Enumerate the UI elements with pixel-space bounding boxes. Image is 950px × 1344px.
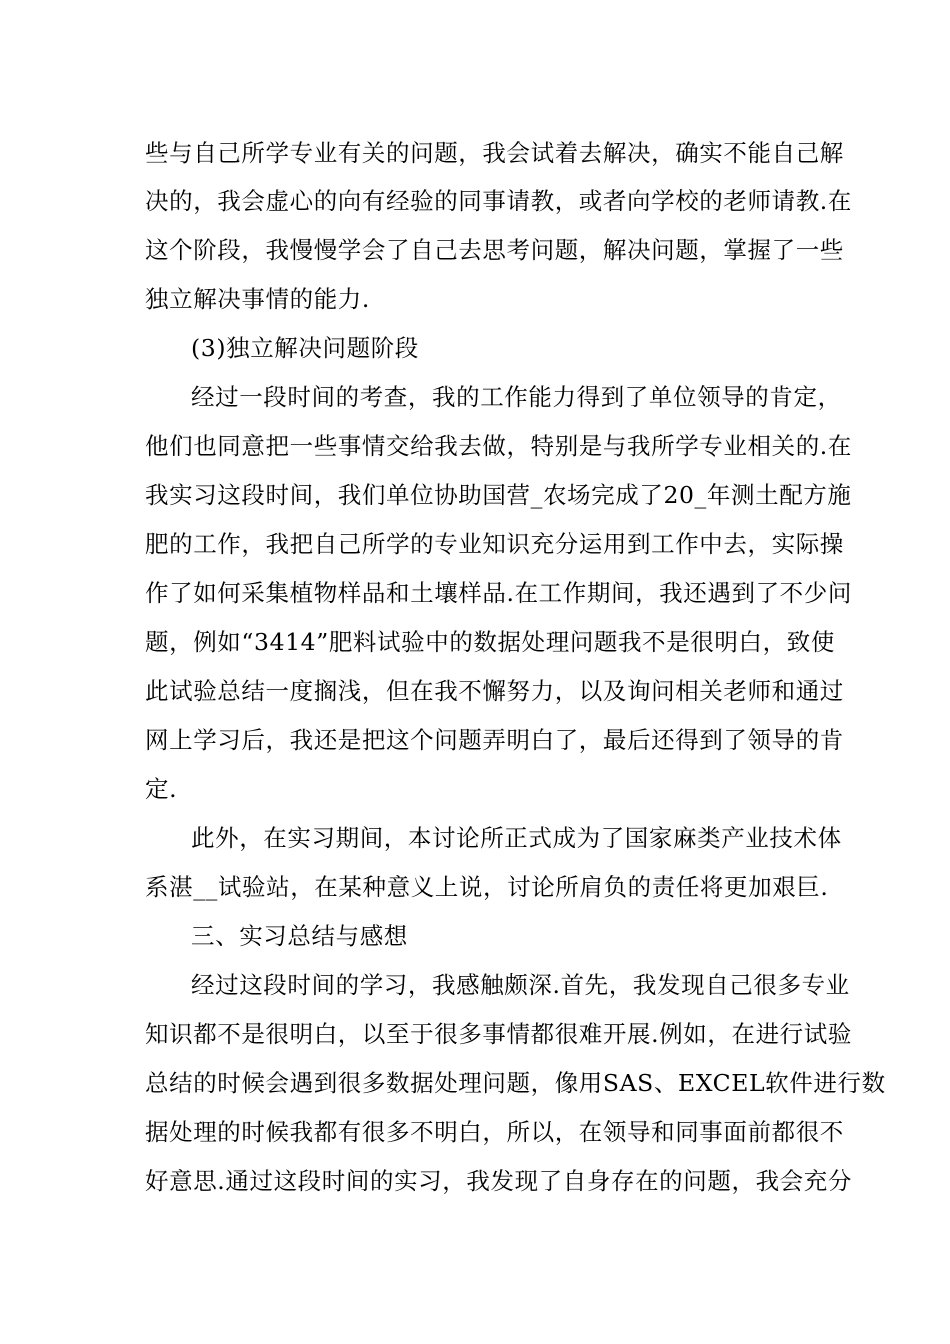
text-line: 他们也同意把一些事情交给我去做，特别是与我所学专业相关的.在 xyxy=(145,432,852,460)
text-line: 总结的时候会遇到很多数据处理问题，像用SAS、EXCEL软件进行数 xyxy=(145,1069,886,1097)
text-line: 这个阶段，我慢慢学会了自己去思考问题，解决问题，掌握了一些 xyxy=(145,236,844,264)
text-line: 作了如何采集植物样品和土壤样品.在工作期间，我还遇到了不少问 xyxy=(145,579,852,607)
text-line: 据处理的时候我都有很多不明白，所以，在领导和同事面前都很不 xyxy=(145,1118,844,1146)
section-heading: 三、实习总结与感想 xyxy=(191,922,408,950)
section-heading: (3)独立解决问题阶段 xyxy=(191,334,419,362)
text-line: 决的，我会虚心的向有经验的同事请教，或者向学校的老师请教.在 xyxy=(145,187,852,215)
text-line: 些与自己所学专业有关的问题，我会试着去解决，确实不能自己解 xyxy=(145,139,844,167)
text-line: 此外，在实习期间，本讨论所正式成为了国家麻类产业技术体 xyxy=(191,824,842,852)
text-line: 经过这段时间的学习，我感触颇深.首先，我发现自己很多专业 xyxy=(191,971,850,999)
text-line: 网上学习后，我还是把这个问题弄明白了，最后还得到了领导的肯 xyxy=(145,726,844,754)
text-line: 定. xyxy=(145,775,178,803)
text-line: 肥的工作，我把自己所学的专业知识充分运用到工作中去，实际操 xyxy=(145,530,844,558)
text-line: 独立解决事情的能力. xyxy=(145,285,370,313)
text-line: 系湛__试验站，在某种意义上说，讨论所肩负的责任将更加艰巨. xyxy=(145,873,829,901)
text-line: 我实习这段时间，我们单位协助国营_农场完成了20_年测土配方施 xyxy=(145,481,852,509)
text-line: 好意思.通过这段时间的实习，我发现了自身存在的问题，我会充分 xyxy=(145,1167,852,1195)
text-line: 知识都不是很明白，以至于很多事情都很难开展.例如，在进行试验 xyxy=(145,1020,852,1048)
text-line: 题，例如“3414”肥料试验中的数据处理问题我不是很明白，致使 xyxy=(145,628,835,656)
text-line: 此试验总结一度搁浅，但在我不懈努力，以及询问相关老师和通过 xyxy=(145,677,844,705)
text-line: 经过一段时间的考查，我的工作能力得到了单位领导的肯定， xyxy=(191,383,842,411)
